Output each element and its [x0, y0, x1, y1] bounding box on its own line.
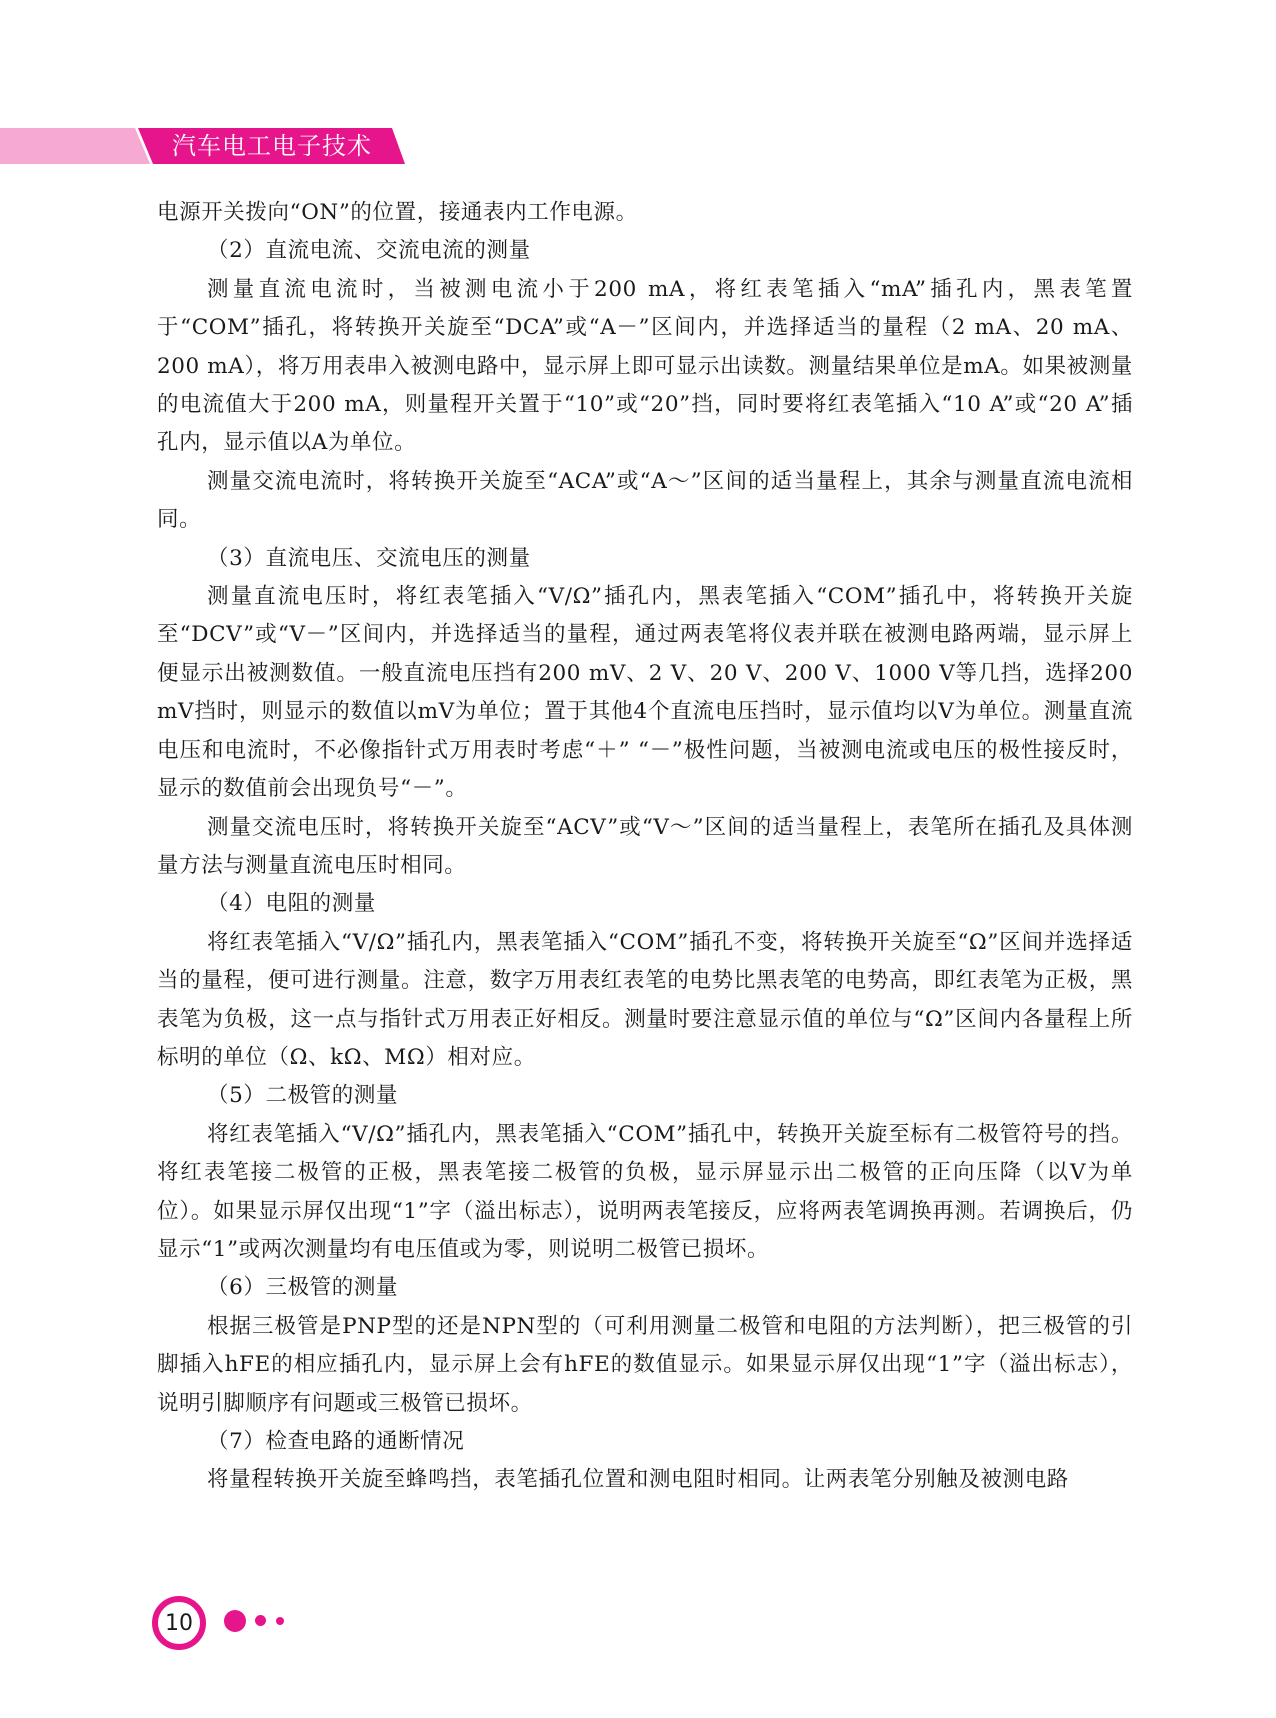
paragraph: 测量直流电流时，当被测电流小于200 mA，将红表笔插入“mA”插孔内，黑表笔置于“COM”插孔，将转换开关旋至“DCA”或“A－”区间内，并选择适当的量程（2 mA、20 mA、200 mA），将万用表串入被测电路中，显示屏上即可显示出读数。测量结果单位是mA。如果被测量的电流值大于200 mA，则量程开关置于“10”或“20”挡，同时要将红表笔插入“10 A”或“20 A”插孔内，显示值以A为单位。	[157, 276, 1133, 456]
book-title: 汽车电工电子技术	[172, 132, 372, 160]
section-heading: （7）检查电路的通断情况	[207, 1429, 465, 1454]
paragraph: 测量交流电流时，将转换开关旋至“ACA”或“A～”区间的适当量程上，其余与测量直流电流相同。	[157, 468, 1133, 533]
paragraph: 将红表笔插入“V/Ω”插孔内，黑表笔插入“COM”插孔不变，将转换开关旋至“Ω”区间并选择适当的量程，便可进行测量。注意，数字万用表红表笔的电势比黑表笔的电势高，即红表笔为正极，黑表笔为负极，这一点与指针式万用表正好相反。测量时要注意显示值的单位与“Ω”区间内各量程上所标明的单位（Ω、kΩ、MΩ）相对应。	[157, 929, 1133, 1070]
decorative-dot-icon	[224, 1610, 246, 1632]
section-heading: （2）直流电流、交流电流的测量	[207, 238, 531, 264]
paragraph: 根据三极管是PNP型的还是NPN型的（可利用测量二极管和电阻的方法判断），把三极管的引脚插入hFE的相应插孔内，显示屏上会有hFE的数值显示。如果显示屏仅出现“1”字（溢出标志），说明引脚顺序有问题或三极管已损坏。	[157, 1313, 1133, 1416]
paragraph: 电源开关拨向“ON”的位置，接通表内工作电源。	[157, 200, 638, 225]
page-number-badge	[152, 1596, 206, 1650]
section-heading: （5）二极管的测量	[207, 1083, 399, 1109]
paragraph: 将量程转换开关旋至蜂鸣挡，表笔插孔位置和测电阻时相同。让两表笔分别触及被测电路	[207, 1467, 1069, 1493]
paragraph: 将红表笔插入“V/Ω”插孔内，黑表笔插入“COM”插孔中，转换开关旋至标有二极管符号的挡。将红表笔接二极管的正极，黑表笔接二极管的负极，显示屏显示出二极管的正向压降（以V为单位）。如果显示屏仅出现“1”字（溢出标志），说明两表笔接反，应将两表笔调换再测。若调换后，仍显示“1”或两次测量均有电压值或为零，则说明二极管已损坏。	[157, 1121, 1133, 1262]
section-heading: （3）直流电压、交流电压的测量	[207, 545, 531, 571]
paragraph: 测量交流电压时，将转换开关旋至“ACV”或“V～”区间的适当量程上，表笔所在插孔及具体测量方法与测量直流电压时相同。	[157, 814, 1133, 878]
section-heading: （4）电阻的测量	[207, 891, 376, 917]
page-number: 10	[165, 1610, 193, 1636]
decorative-dot-icon	[255, 1615, 266, 1626]
page-body	[157, 194, 1133, 1500]
paragraph: 测量直流电压时，将红表笔插入“V/Ω”插孔内，黑表笔插入“COM”插孔中，将转换开关旋至“DCV”或“V－”区间内，并选择适当的量程，通过两表笔将仪表并联在被测电路两端，显示屏上便显示出被测数值。一般直流电压挡有200 mV、2 V、20 V、200 V、1000 V等几挡，选择200 mV挡时，则显示的数值以mV为单位；置于其他4个直流电压挡时，显示值均以V为单位。测量直流电压和电流时，不必像指针式万用表时考虑“＋” “－”极性问题，当被测电流或电压的极性接反时，显示的数值前会出现负号“－”。	[157, 584, 1133, 802]
decorative-dot-icon	[276, 1617, 284, 1625]
section-heading: （6）三极管的测量	[207, 1275, 399, 1301]
